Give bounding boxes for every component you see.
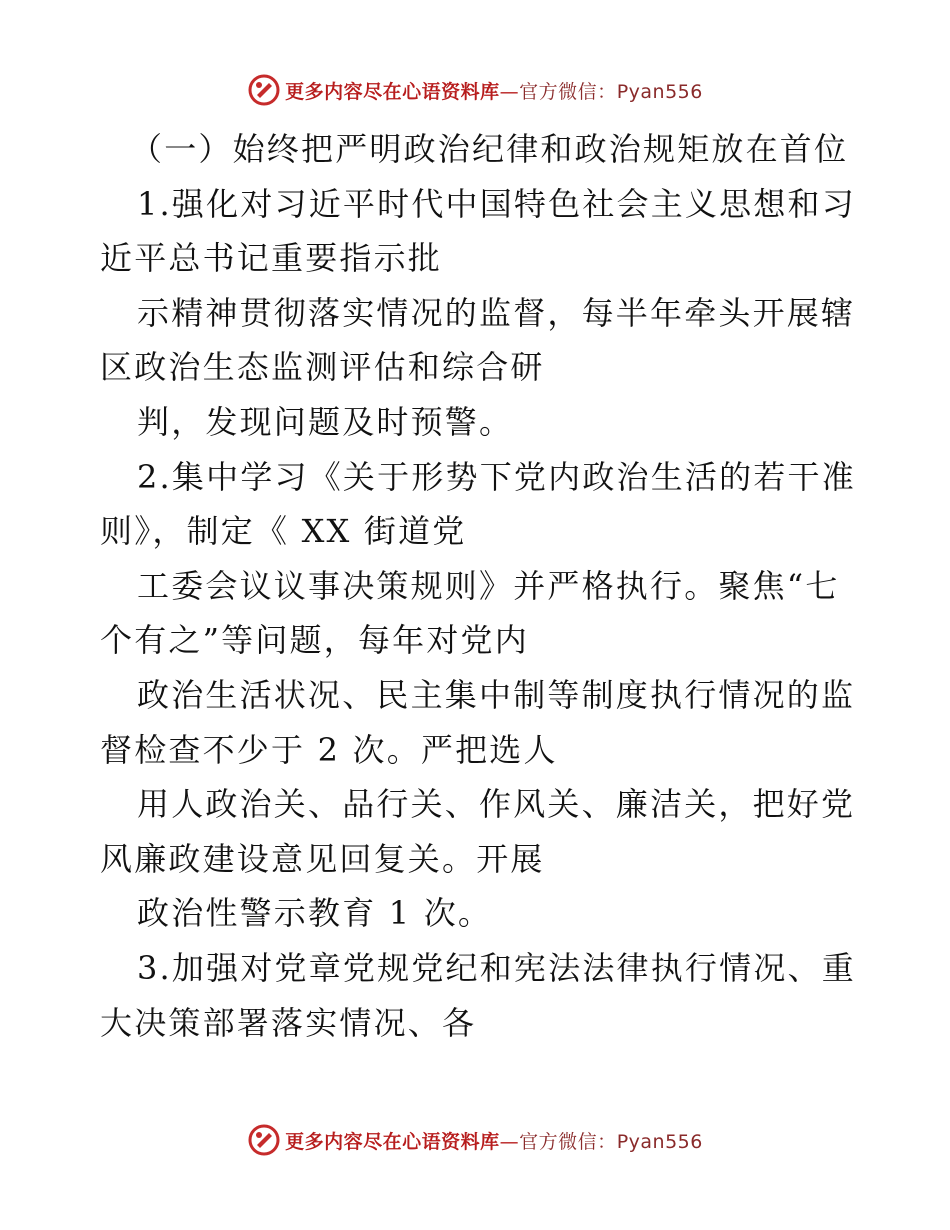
banner-main-text: 更多内容尽在心语资料库 — [285, 1130, 500, 1153]
paragraph-line: 政治生活状况、民主集中制等制度执行情况的监 — [137, 675, 856, 714]
paragraph-line: 督检查不少于 2 次。严把选人 — [100, 730, 558, 769]
banner-main-text: 更多内容尽在心语资料库 — [285, 80, 500, 103]
section-heading: （一）始终把严明政治纪律和政治规矩放在首位 — [130, 130, 849, 168]
banner-text — [285, 1127, 703, 1154]
paragraph-line: 则》，制定《 XX 街道党 — [100, 512, 467, 551]
paragraph-line: 区政治生态监测评估和综合研 — [100, 348, 545, 387]
paragraph-line: 政治性警示教育 1 次。 — [137, 894, 493, 933]
banner-official-label: 官方微信： — [519, 80, 617, 103]
footer-banner — [0, 1120, 950, 1160]
banner-official-label: 官方微信： — [519, 1130, 617, 1153]
header-banner — [0, 70, 950, 110]
paragraph-line: 判，发现问题及时预警。 — [137, 402, 514, 441]
paragraph-line: 大决策部署落实情况、各 — [100, 1003, 477, 1042]
logo-icon — [247, 73, 281, 107]
banner-wechat-id: Pyan556 — [616, 80, 703, 103]
paragraph-line: 1.强化对习近平时代中国特色社会主义思想和习 — [137, 184, 856, 223]
paragraph-line: 示精神贯彻落实情况的监督，每半年牵头开展辖 — [137, 293, 856, 332]
banner-separator: — — [499, 1130, 520, 1153]
paragraph-line: 工委会议议事决策规则》并严格执行。聚焦“七 — [137, 566, 840, 605]
banner-separator: — — [499, 80, 520, 103]
paragraph-line: 风廉政建设意见回复关。开展 — [100, 839, 545, 878]
paragraph-line: 用人政治关、品行关、作风关、廉洁关，把好党 — [137, 785, 856, 824]
paragraph-line: 个有之”等问题，每年对党内 — [100, 621, 529, 660]
paragraph-line: 近平总书记重要指示批 — [100, 239, 443, 278]
paragraph-line: 3.加强对党章党规党纪和宪法法律执行情况、重 — [137, 948, 856, 987]
logo-icon — [247, 1123, 281, 1157]
paragraph-line: 2.集中学习《关于形势下党内政治生活的若干准 — [137, 457, 856, 496]
document-body — [100, 122, 860, 1050]
banner-wechat-id: Pyan556 — [616, 1130, 703, 1153]
banner-text — [285, 77, 703, 104]
